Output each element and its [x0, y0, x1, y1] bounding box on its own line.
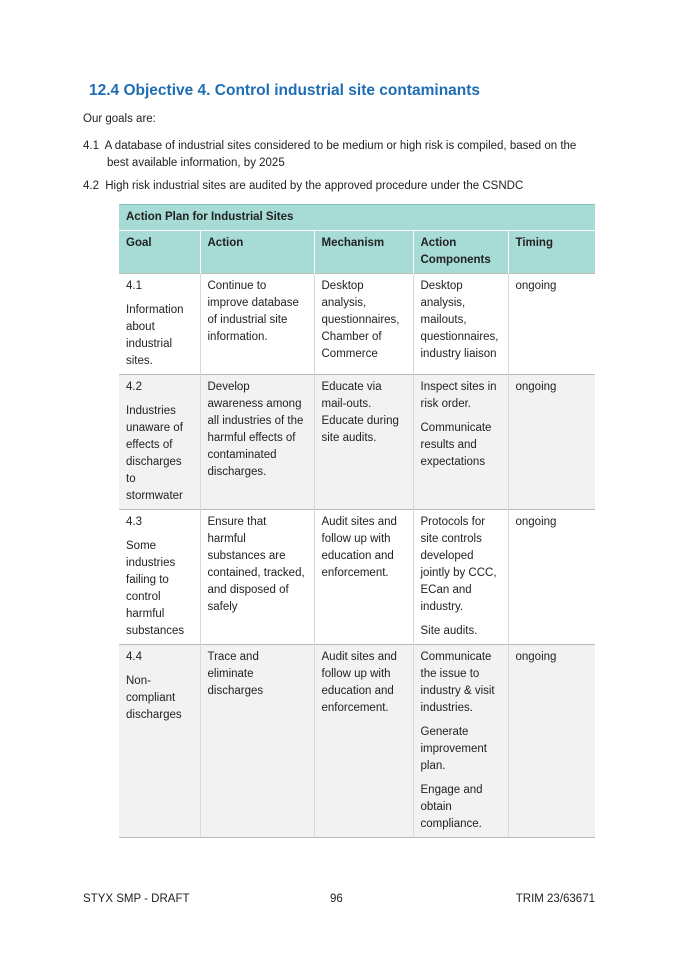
- components-cell: [413, 274, 508, 375]
- action-cell: Develop awareness among all industries of the harmful effects of contaminated discharges.: [200, 375, 314, 510]
- goal-text: High risk industrial sites are audited by the approved procedure under the CSNDC: [105, 180, 524, 192]
- components-cell: [413, 510, 508, 645]
- action-cell: Ensure that harmful substances are contained, tracked, and disposed of safely: [200, 510, 314, 645]
- goal-number: 4.3: [126, 516, 142, 528]
- table-title: Action Plan for Industrial Sites: [119, 205, 595, 231]
- component-item: Communicate results and expectations: [420, 422, 492, 468]
- goal-number: 4.1: [83, 140, 99, 152]
- footer-page-number: 96: [330, 893, 343, 905]
- table-row: [119, 645, 595, 838]
- mechanism-cell: Audit sites and follow up with education and enforcement.: [314, 645, 413, 838]
- goal-cell: [119, 375, 200, 510]
- table-row: [119, 510, 595, 645]
- action-cell: Continue to improve database of industrial site information.: [200, 274, 314, 375]
- goal-number: 4.1: [126, 280, 142, 292]
- goal-item: [83, 138, 603, 172]
- goal-description: Industries unaware of effects of discharges to stormwater: [126, 405, 183, 502]
- footer-trim-reference: TRIM 23/63671: [515, 893, 595, 905]
- goal-cell: [119, 510, 200, 645]
- component-item: Desktop analysis, mailouts, questionnaires, industry liaison: [420, 280, 499, 360]
- goal-description: Information about industrial sites.: [126, 304, 184, 367]
- component-item: Site audits.: [420, 625, 478, 637]
- timing-cell: ongoing: [508, 645, 595, 838]
- goal-number: 4.4: [126, 651, 142, 663]
- component-item: Inspect sites in risk order.: [420, 381, 497, 410]
- column-header-mechanism: Mechanism: [314, 231, 413, 274]
- column-header-timing: Timing: [508, 231, 595, 274]
- column-header-goal: Goal: [119, 231, 200, 274]
- goal-number: 4.2: [83, 180, 99, 192]
- goal-description: Non-compliant discharges: [126, 675, 182, 721]
- column-header-action: Action: [200, 231, 314, 274]
- components-cell: [413, 375, 508, 510]
- mechanism-cell: Audit sites and follow up with education and enforcement.: [314, 510, 413, 645]
- section-heading: 12.4 Objective 4. Control industrial site contaminants: [89, 82, 481, 99]
- goal-cell: [119, 645, 200, 838]
- goal-item: [83, 180, 523, 192]
- goal-text: A database of industrial sites considered to be medium or high risk is compiled, based on the: [104, 140, 577, 152]
- component-item: Communicate the issue to industry & visit industries.: [420, 651, 495, 714]
- component-item: Engage and obtain compliance.: [420, 784, 483, 830]
- goals-intro: Our goals are:: [83, 113, 156, 125]
- action-cell: Trace and eliminate discharges: [200, 645, 314, 838]
- component-item: Protocols for site controls developed jointly by CCC, ECan and industry.: [420, 516, 497, 613]
- mechanism-cell: Desktop analysis, questionnaires, Chamber of Commerce: [314, 274, 413, 375]
- mechanism-cell: Educate via mail-outs. Educate during site audits.: [314, 375, 413, 510]
- table-row: [119, 274, 595, 375]
- footer-document-title: STYX SMP - DRAFT: [83, 893, 190, 905]
- column-header-action-components: Action Components: [413, 231, 508, 274]
- table-row: [119, 375, 595, 510]
- timing-cell: ongoing: [508, 375, 595, 510]
- goal-cell: [119, 274, 200, 375]
- goal-description: Some industries failing to control harmful substances: [126, 540, 185, 637]
- timing-cell: ongoing: [508, 510, 595, 645]
- timing-cell: ongoing: [508, 274, 595, 375]
- component-item: Generate improvement plan.: [420, 726, 487, 772]
- action-plan-table: [119, 204, 595, 838]
- components-cell: [413, 645, 508, 838]
- goal-text-continued: best available information, by 2025: [107, 157, 285, 169]
- goal-number: 4.2: [126, 381, 142, 393]
